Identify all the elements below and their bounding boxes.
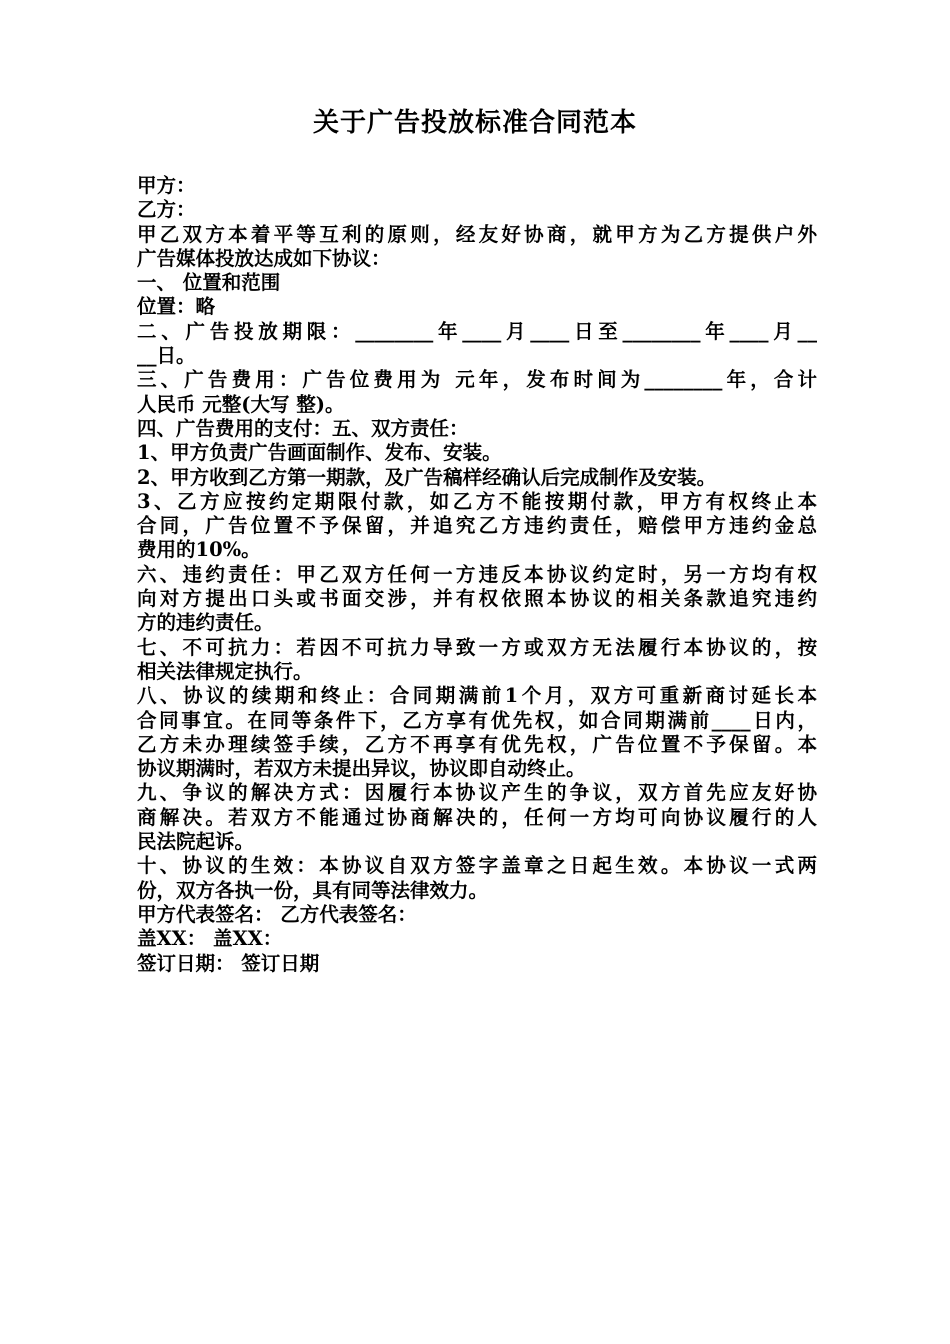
document-line: 向对方提出口头或书面交涉，并有权依照本协议的相关条款追究违约 (137, 587, 817, 611)
document-line: 二、广告投放期限：________年____月____日至________年____月__ (137, 319, 817, 343)
document-line: 一、 位置和范围 (137, 271, 281, 295)
document-line: 四、广告费用的支付：五、双方责任： (137, 416, 469, 440)
document-line: 协议期满时，若双方未提出异议，协议即自动终止。 (137, 757, 586, 781)
document-line: 签订日期： 签订日期 (137, 951, 320, 975)
document-line: 方的违约责任。 (137, 611, 274, 635)
document-line: 3、乙方应按约定期限付款，如乙方不能按期付款，甲方有权终止本 (137, 489, 817, 513)
document-line: 九、争议的解决方式：因履行本协议产生的争议，双方首先应友好协 (137, 781, 817, 805)
document-line: 六、违约责任：甲乙双方任何一方违反本协议约定时，另一方均有权 (137, 562, 817, 586)
document-line: 盖XX： 盖XX： (137, 927, 283, 951)
document-line: 人民币 元整(大写 整)。 (137, 392, 345, 416)
document-line: 费用的10%。 (137, 538, 261, 562)
document-line: 甲乙双方本着平等互利的原则，经友好协商，就甲方为乙方提供户外 (137, 222, 817, 246)
document-line: 七、不可抗力：若因不可抗力导致一方或双方无法履行本协议的，按 (137, 635, 817, 659)
document-line: 相关法律规定执行。 (137, 659, 313, 683)
document-line: 十、协议的生效：本协议自双方签字盖章之日起生效。本协议一式两 (137, 854, 817, 878)
document-line: 甲方代表签名： 乙方代表签名： (137, 902, 417, 926)
document-line: __日。 (137, 344, 196, 368)
document-line: 1、甲方负责广告画面制作、发布、安装。 (137, 441, 502, 465)
document-line: 位置：略 (137, 295, 216, 319)
document-line: 合同事宜。在同等条件下，乙方享有优先权，如合同期满前____日内， (137, 708, 817, 732)
document-line: 乙方未办理续签手续，乙方不再享有优先权，广告位置不予保留。本 (137, 732, 817, 756)
document-line: 商解决。若双方不能通过协商解决的，任何一方均可向协议履行的人 (137, 805, 817, 829)
document-title: 关于广告投放标准合同范本 (312, 108, 637, 138)
document-line: 甲方： (137, 174, 196, 197)
document-body (137, 174, 817, 976)
document-line: 份，双方各执一份，具有同等法律效力。 (137, 878, 489, 902)
document-line: 八、协议的续期和终止：合同期满前1个月，双方可重新商讨延长本 (137, 684, 817, 708)
document-line: 民法院起诉。 (137, 830, 255, 854)
document-line: 广告媒体投放达成如下协议： (137, 246, 391, 270)
document-line: 合同，广告位置不予保留，并追究乙方违约责任，赔偿甲方违约金总 (137, 514, 817, 538)
document-line: 乙方： (137, 198, 196, 222)
document-line: 2、甲方收到乙方第一期款，及广告稿样经确认后完成制作及安装。 (137, 465, 717, 489)
document-line: 三、广告费用：广告位费用为 元年，发布时间为________年，合计 (137, 368, 817, 392)
